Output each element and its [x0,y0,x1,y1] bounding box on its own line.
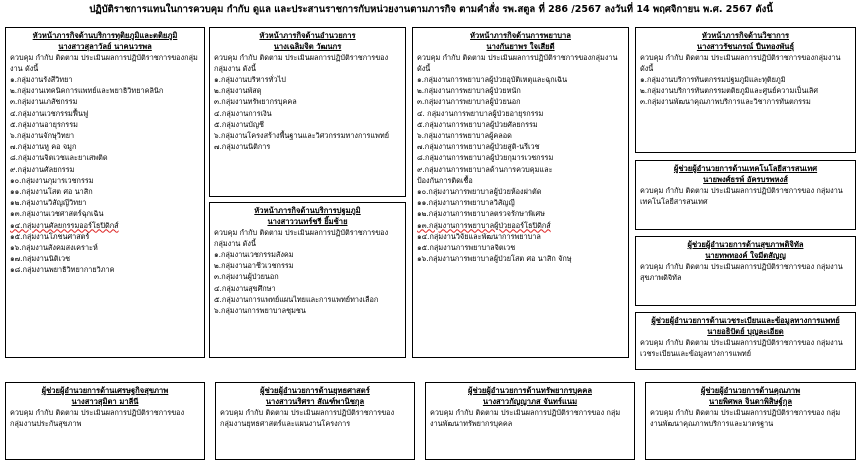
list-item: ๑.กลุ่มงานบริการทันตกรรมปฐมภูมิและทุติยภูมิ [640,75,786,84]
unit-list [417,74,624,264]
list-item: ๒.กลุ่มงานอาชีวเวชกรรม [214,261,294,271]
box-description: ควบคุม กำกับ ติดตาม ประเมินผลการปฏิบัติราชการของ กลุ่มงานพัฒนาทรัพยากรบุคคล [430,408,621,428]
box-description: ควบคุม กำกับ ติดตาม ประเมินผลการปฏิบัติราชการของ กลุ่มงานสุขภาพดิจิทัล [640,262,843,282]
list-item: ๕.กลุ่มงานอายุรกรรม [10,119,78,129]
box-description: ควบคุม กำกับ ติดตาม ประเมินผลการปฏิบัติราชการของ กลุ่มงานประกันสุขภาพ [10,408,185,428]
box-person-name: นายพิศพล จินดาพิสิษฐ์กุล [709,397,792,406]
quality-box [645,382,856,460]
box-description: ควบคุม กำกับ ติดตาม ประเมินผลการปฏิบัติราชการของกลุ่มงาน ดังนี้ [214,53,389,73]
list-item: ๖.กลุ่มงานโครงสร้างพื้นฐานและวิศวกรรมทางการแพทย์ [214,131,390,141]
list-item: ๑.กลุ่มงานการพยาบาลผู้ป่วยอุบัติเหตุและฉุกเฉิน [417,75,568,84]
box-heading: หัวหน้าภารกิจด้านการพยาบาล [470,31,571,40]
box-person-name: นางเฉลิมจิต วัฒนกร [273,42,342,51]
list-item: ๑.กลุ่มงานรังสีวิทยา [10,75,73,84]
box-person-name: นางสาวรัชนกรณ์ ปืนทองพันธุ์ [696,42,795,51]
box-heading: ผู้ช่วยผู้อำนวยการด้านสุขภาพดิจิทัล [687,240,804,249]
unit-list [640,74,851,108]
list-item: ๑๐.กลุ่มงานกุมารเวชกรรม [10,175,94,185]
unit-list [10,74,200,276]
list-item: ๓.กลุ่มงานผู้ป่วยนอก [214,272,279,282]
box-person-name: นางสาวสุลาวัลย์ นาคนวรพล [58,42,152,51]
list-item: ๘.กลุ่มงานการพยาบาลผู้ป่วยกุมารเวชกรรม [417,153,554,163]
list-item: ๘.กลุ่มงานจิตเวชและยาเสพติด [10,153,108,163]
tertiary-care-box [5,27,205,358]
box-heading: หัวหน้าภารกิจด้านวิชาการ [701,31,790,40]
box-person-name: นางสาวนริศรา สัณฑ์พานิชกุล [265,397,365,406]
nursing-box [412,27,629,358]
list-item: ๒.กลุ่มงานพัสดุ [214,86,262,96]
box-heading: ผู้ช่วยผู้อำนวยการด้านคุณภาพ [700,386,801,395]
list-item: ๔.กลุ่มงานสุขศึกษา [214,283,276,293]
academic-box [635,27,856,153]
administration-box [209,27,406,197]
unit-list [214,74,401,152]
list-item: ๑๘.กลุ่มงานพยาธิวิทยากายวิภาค [10,265,115,275]
strategy-box [215,382,415,460]
list-item: ๔.กลุ่มงานการเงิน [214,108,272,118]
box-person-name: นางสาวกัญญาภส จันทร์แนม [482,397,578,406]
list-item: ๗.กลุ่มงานการพยาบาลผู้ป่วยสูติ-นรีเวช [417,142,540,152]
list-item: ๓.กลุ่มงานการพยาบาลผู้ป่วยนอก [417,97,521,107]
box-description: ควบคุม กำกับ ติดตาม ประเมินผลการปฏิบัติราชการของกลุ่มงาน ดังนี้ [640,53,841,73]
box-description: ควบคุม กำกับ ติดตาม ประเมินผลการปฏิบัติราชการของ กลุ่มงานพัฒนาคุณภาพบริการและมาตรฐาน [650,408,841,428]
list-item: ๕.กลุ่มงานการแพทย์แผนไทยและการแพทย์ทางเลือก [214,294,379,304]
list-item: ๕.กลุ่มงานการพยาบาลผู้ป่วยศัลยกรรม [417,119,538,129]
list-item: ๑๓.กลุ่มงานเวชศาสตร์ฉุกเฉิน [10,209,104,219]
list-item: ๑.กลุ่มงานเวชกรรมสังคม [214,250,294,259]
list-item: ๒.กลุ่มงานการพยาบาลผู้ป่วยหนัก [417,86,521,96]
list-item: ๑๖.กลุ่มงานสังคมสงเคราะห์ [10,243,98,253]
box-heading: หัวหน้าภารกิจด้านอำนวยการ [259,31,356,40]
box-person-name: นางสาวสุมิตา มาลีนี [71,397,139,406]
box-description: ควบคุม กำกับ ติดตาม ประเมินผลการปฏิบัติราชการของ กลุ่มงานเวชระเบียนและข้อมูลทางการแพทย์ [640,338,843,358]
human-resources-box [425,382,635,460]
box-heading: ผู้ช่วยผู้อำนวยการด้านเศรษฐกิจสุขภาพ [41,386,169,395]
box-person-name: นายทพทองค์ ใจมีตสัญญ [705,251,786,260]
box-person-name: นางสาววนทร์ชรี ยิ้มช้าย [267,217,348,226]
box-person-name: นายพงศ์ธรพ์ อัครบรพหงส์ [703,175,788,184]
list-item: ๑๕.กลุ่มงานโภชนศาสตร์ [10,231,90,241]
list-item: ๓.กลุ่มงานพัฒนาคุณภาพบริการและวิชาการทันตกรรม [640,97,811,107]
list-item: ๔. กลุ่มงานการพยาบาลผู้ป่วยอายุรกรรม [417,108,544,118]
list-item: ๒.กลุ่มงานบริการทันตกรรมตติยภูมิและศูนย์ความเป็นเลิศ [640,86,819,96]
list-item: ๑๕.กลุ่มงานการพยาบาลจิตเวช [417,243,516,253]
box-heading: ผู้ช่วยผู้อำนวยการด้านยุทธศาสตร์ [260,386,370,395]
list-item: ๑๑.กลุ่มงานโสต ศอ นาสิก [10,187,93,197]
list-item: ๑๑.กลุ่มงานการพยาบาลวิสัญญี [417,198,515,208]
list-item: ป้องกันการติดเชื้อ [417,175,473,185]
list-item: ๖.กลุ่มงานจักษุวิทยา [10,131,75,141]
list-item: ๒.กลุ่มงานเทคนิคการแพทย์และพยาธิวิทยาคลินิก [10,86,164,96]
box-person-name: นางกันยาพร ใจเสียดี [486,42,555,51]
list-item: ๑๓.กลุ่มงานการพยาบาลผู้ป่วยออร์โธปิดิกส์ [417,220,551,230]
box-heading: ผู้ช่วยผู้อำนวยการด้านเวชระเบียนและข้อมูลทางการแพทย์ [651,316,840,325]
digital-health-box [635,236,856,306]
box-description: ควบคุม กำกับ ติดตาม ประเมินผลการปฏิบัติราชการของ กลุ่มงานเทคโนโลยีสารสนเทศ [640,186,843,206]
list-item: ๗.กลุ่มงานหู คอ จมูก [10,142,77,152]
box-heading: หัวหน้าภารกิจด้านบริการทุติยภูมิและตติยภูมิ [32,31,178,40]
list-item: ๗.กลุ่มงานนิติการ [214,142,271,152]
list-item: ๑๔.กลุ่มงานวิจัยและพัฒนาการพยาบาล [417,231,541,241]
list-item: ๑๒.กลุ่มงานวิสัญญีวิทยา [10,198,87,208]
it-box [635,160,856,230]
list-item: ๙.กลุ่มงานศัลยกรรม [10,164,75,174]
box-heading: ผู้ช่วยผู้อำนวยการด้านทรัพยากรบุคคล [468,386,592,395]
list-item: ๖.กลุ่มงานการพยาบาลผู้คลอด [417,131,512,141]
box-description: ควบคุม กำกับ ติดตาม ประเมินผลการปฏิบัติราชการของ กลุ่มงานยุทธศาสตร์และแผนงานโครงการ [220,408,395,428]
box-description: ควบคุม กำกับ ติดตาม ประเมินผลการปฏิบัติราชการของกลุ่มงาน ดังนี้ [417,53,618,73]
list-item: ๖.กลุ่มงานการพยาบาลชุมชน [214,306,306,316]
list-item: ๕.กลุ่มงานบัญชี [214,119,264,129]
list-item: ๙.กลุ่มงานการพยาบาลด้านการควบคุมและ [417,164,553,174]
list-item: ๑๐.กลุ่มงานการพยาบาลผู้ป่วยห้องผ่าตัด [417,187,542,197]
box-person-name: นายอธิปัตย์ บุญละเอียด [707,327,784,336]
box-heading: ผู้ช่วยผู้อำนวยการด้านเทคโนโลยีสารสนเทศ [673,164,818,173]
list-item: ๓.กลุ่มงานทรัพยากรบุคคล [214,97,297,107]
list-item: ๑.กลุ่มงานบริหารทั่วไป [214,75,286,84]
box-description: ควบคุม กำกับ ติดตาม ประเมินผลการปฏิบัติราชการของกลุ่มงาน ดังนี้ [214,228,389,248]
medical-records-box [635,312,856,370]
box-description: ควบคุม กำกับ ติดตาม ประเมินผลการปฏิบัติราชการของกลุ่มงาน ดังนี้ [10,53,198,73]
unit-list [214,249,401,316]
health-economy-box [5,382,205,460]
primary-care-box [209,202,406,358]
box-heading: หัวหน้าภารกิจด้านบริการปฐมภูมิ [254,206,361,215]
list-item: ๑๒.กลุ่มงานการพยาบาลตรวจรักษาพิเศษ [417,209,545,219]
page-title: ปฏิบัติราชการแทนในการควบคุม กำกับ ดูแล และประสานราชการกับหน่วยงานตามภารกิจ ตามคำสั่ง รพ.สตูล ที่ 286 /2567 ลงวันที่ 14 พฤศจิกายน พ.ศ. 2567 ดังนี้ [89,4,773,15]
list-item: ๑๗.กลุ่มงานนิติเวช [10,254,71,264]
list-item: ๑๔.กลุ่มงานศัลยกรรมออร์โธปิดิกส์ [10,220,119,230]
list-item: ๔.กลุ่มงานเวชกรรมฟื้นฟู [10,108,89,118]
list-item: ๑๖.กลุ่มงานการพยาบาลผู้ป่วยโสต ศอ นาสิก จักษุ [417,254,572,264]
list-item: ๓.กลุ่มงานเภสัชกรรม [10,97,78,107]
